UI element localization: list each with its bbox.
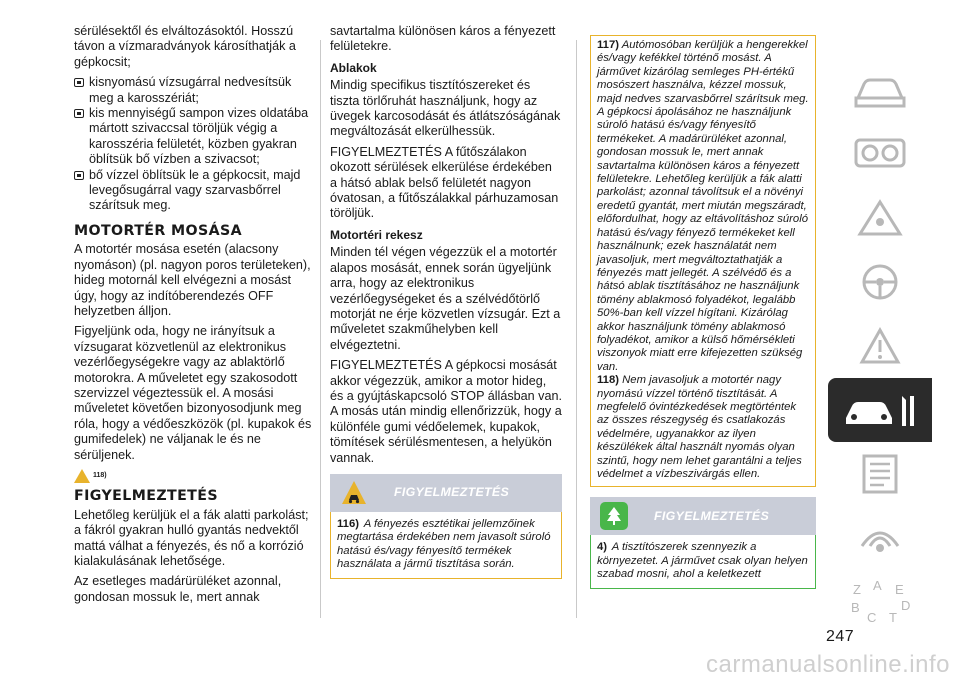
warning-number: 4) bbox=[597, 541, 608, 554]
tab-index[interactable] bbox=[828, 570, 932, 634]
warning-title: FIGYELMEZTETÉS bbox=[394, 485, 510, 500]
steering-wheel-icon bbox=[850, 260, 910, 304]
list-item-text: kis mennyiségű sampon vizes oldatába mártott szivaccsal töröljük végig a karosszéria felületét, közben gyakran öblítsük bő vízben a szivacsot; bbox=[89, 106, 309, 167]
index-letter: A bbox=[873, 578, 882, 593]
paragraph: sérülésektől és elváltozásoktól. Hosszú távon a vízmaradványok károsíthatják a gépkocsit; bbox=[74, 24, 296, 69]
info-panel-icon bbox=[850, 132, 910, 176]
note-number: 117) bbox=[597, 39, 619, 51]
paragraph: savtartalma különösen káros a fényezett felületekre. bbox=[330, 24, 556, 54]
index-letter: B bbox=[851, 600, 860, 615]
tab-maintenance[interactable] bbox=[828, 378, 932, 442]
paragraph: FIGYELMEZTETÉS A gépkocsi mosását akkor végezzük, amikor a motor hideg, és a gyújtáskapcsoló STOP állásban van. A mosás után mindig ellenőrizzük, hogy a különféle gumi védőelemek, kupakok, tömítések sérülésmentesen, a helyükön vannak. bbox=[330, 358, 562, 465]
environment-tree-icon bbox=[600, 502, 628, 530]
technical-data-icon bbox=[850, 452, 910, 496]
emergency-icon bbox=[850, 324, 910, 368]
maintenance-car-wrench-icon bbox=[840, 388, 920, 432]
tab-starting[interactable] bbox=[828, 250, 932, 314]
safety-triangle-icon bbox=[850, 196, 910, 240]
watermark: carmanualsonline.info bbox=[706, 651, 950, 678]
index-letter: C bbox=[867, 610, 877, 625]
column-right bbox=[590, 35, 816, 589]
column-divider bbox=[576, 40, 577, 618]
list-item-text: bő vízzel öblítsük le a gépkocsit, majd levegősugárral vagy szarvasbőrrel szárítsuk meg. bbox=[89, 167, 301, 213]
paragraph: Az esetleges madárürüléket azonnal, gondosan mossuk le, mert annak bbox=[74, 574, 282, 604]
column-divider bbox=[320, 40, 321, 618]
tab-info[interactable] bbox=[828, 122, 932, 186]
index-letters-icon bbox=[845, 578, 915, 626]
list-item bbox=[74, 168, 312, 214]
dashboard-car-icon bbox=[850, 68, 910, 112]
warning-text: A tisztítószerek szennyezik a környezetet. A járművet csak olyan helyen szabad mosni, ahol a keletkezett bbox=[597, 541, 808, 581]
note-item bbox=[597, 39, 809, 374]
tab-emergency[interactable] bbox=[828, 314, 932, 378]
index-letter: E bbox=[895, 582, 904, 597]
caution-reference[interactable] bbox=[74, 468, 312, 483]
tab-multimedia[interactable] bbox=[828, 506, 932, 570]
multimedia-icon bbox=[850, 516, 910, 560]
list-item bbox=[74, 75, 312, 106]
warning-number: 116) bbox=[337, 517, 359, 530]
subheading: Motortéri rekesz bbox=[330, 227, 423, 242]
environment-warning-header bbox=[590, 497, 816, 535]
caution-notes-box bbox=[590, 35, 816, 487]
section-heading: FIGYELMEZTETÉS bbox=[74, 488, 218, 505]
paragraph: Figyeljünk oda, hogy ne irányítsuk a vízsugarat közvetlenül az elektronikus vezérlőegységekre vagy az ablaktörlő motorokra. A műveletet egy szakosodott szervizzel végeztessük el. A mosási műveletet követően bizonyosodjunk meg róla, hogy a védőeszközök (pl. kupakok és gumifedelek) ne váljanak le és ne sérüljenek. bbox=[74, 324, 312, 462]
tab-safety[interactable] bbox=[828, 186, 932, 250]
warning-body bbox=[330, 512, 562, 579]
index-letter: Z bbox=[853, 582, 861, 597]
note-text: Autómosóban kerüljük a hengerekkel és/vagy kefékkel történő mosást. A járművet kizárólag semleges PH-értékű mosószert használva, kézzel mossuk, majd nedves szarvasbőrrel szárítsuk meg. A gépkocsi ápolásához ne használjunk súroló hatású és/vagy fényesítő termékeket. A madárürüléket azonnal, gondosan mossuk le, mert annak savtartalma különösen káros a fényezett felületekre. Lehetőleg kerüljük a fák alatti parkolást; azonnal távolítsuk el a növényi eredetű gyantát, mert miután megszáradt, előfordulhat, hogy az eltávolításhoz súroló hatású és/vagy fényező termékeket kell használnunk; ezek használatát nem javasoljuk, mert megváltoztathatják a fényezés matt jellegét. A szélvédő és a hátsó ablak tisztításához ne használjunk tömény ablakmosó folyadékot, legalább 50%-ban kell vízzel hígítani. Kizárólag akkor használjunk tömény ablakmosó folyadékot, amikor a külső hőmérsékleti viszonyok miatt erre kifejezetten szükség van. bbox=[597, 39, 809, 373]
caution-triangle-icon bbox=[74, 469, 90, 483]
subheading: Ablakok bbox=[330, 60, 377, 75]
chapter-tab-sidebar bbox=[828, 58, 932, 634]
caution-car-icon bbox=[340, 479, 368, 507]
list-item bbox=[74, 106, 312, 168]
note-number: 118) bbox=[597, 374, 619, 387]
column-left bbox=[74, 24, 312, 610]
index-letter: D bbox=[901, 598, 911, 613]
bullet-icon bbox=[74, 109, 84, 118]
column-middle bbox=[330, 24, 562, 579]
paragraph: A motortér mosása esetén (alacsony nyomáson) (pl. nagyon poros területeken), hideg motornál kell elvégezni a mosást úgy, hogy az indítóberendezés OFF helyzetben álljon. bbox=[74, 242, 311, 318]
tab-technical-data[interactable] bbox=[828, 442, 932, 506]
index-letter: T bbox=[889, 610, 897, 625]
paragraph: Lehetőleg kerüljük el a fák alatti parkolást; a fákról gyakran hulló gyantás nedvektől mattá válhat a fényezés, és nő a korrózió kialakulásának lehetősége. bbox=[74, 507, 309, 568]
environment-warning-body bbox=[590, 535, 816, 588]
warning-header bbox=[330, 474, 562, 512]
note-text: Nem javasoljuk a motortér nagy nyomású vízzel történő tisztítását. A megfelelő óvintézkedések megtörténtek az összes részegység és csatlakozás védelmére, ugyanakkor az ilyen készülékek által használt nyomás olyan szintű, hogy nem lehet garantálni a teljes védelmet a vízbeszivárgás ellen. bbox=[597, 374, 802, 480]
paragraph: FIGYELMEZTETÉS A fűtőszálakon okozott sérülések elkerülése érdekében a hátsó ablak belső felületét nagyon óvatosan, a fűtőszálakkal párhuzamosan töröljük. bbox=[330, 144, 559, 221]
bullet-icon bbox=[74, 171, 84, 180]
bullet-icon bbox=[74, 78, 84, 87]
list-item-text: kisnyomású vízsugárral nedvesítsük meg a karosszériát; bbox=[89, 75, 292, 105]
note-item bbox=[597, 374, 809, 481]
warning-title: FIGYELMEZTETÉS bbox=[654, 508, 770, 523]
paragraph: Mindig specifikus tisztítószereket és tiszta törlőruhát használjunk, hogy az üvegek karcosodását és átlátszóságának megváltozását elkerülhessük. bbox=[330, 78, 561, 139]
warning-text: A fényezés esztétikai jellemzőinek megtartása érdekében nem javasolt súroló hatású és/vagy fényesítő termékek használata a jármű tisztítása során. bbox=[337, 517, 551, 571]
section-heading: MOTORTÉR MOSÁSA bbox=[74, 222, 243, 239]
paragraph: Minden tél végen végezzük el a motortér alapos mosását, ennek során ügyeljünk arra, hogy az elektronikus vezérlőegységeket és a szélvédőtörlő motorját ne érje közvetlen vízsugár. Ezt a műveletet szakműhelyben kell elvégeztetni. bbox=[330, 245, 561, 352]
page-number: 247 bbox=[826, 628, 855, 645]
caution-ref-number: 118) bbox=[93, 471, 107, 479]
tab-dashboard[interactable] bbox=[828, 58, 932, 122]
